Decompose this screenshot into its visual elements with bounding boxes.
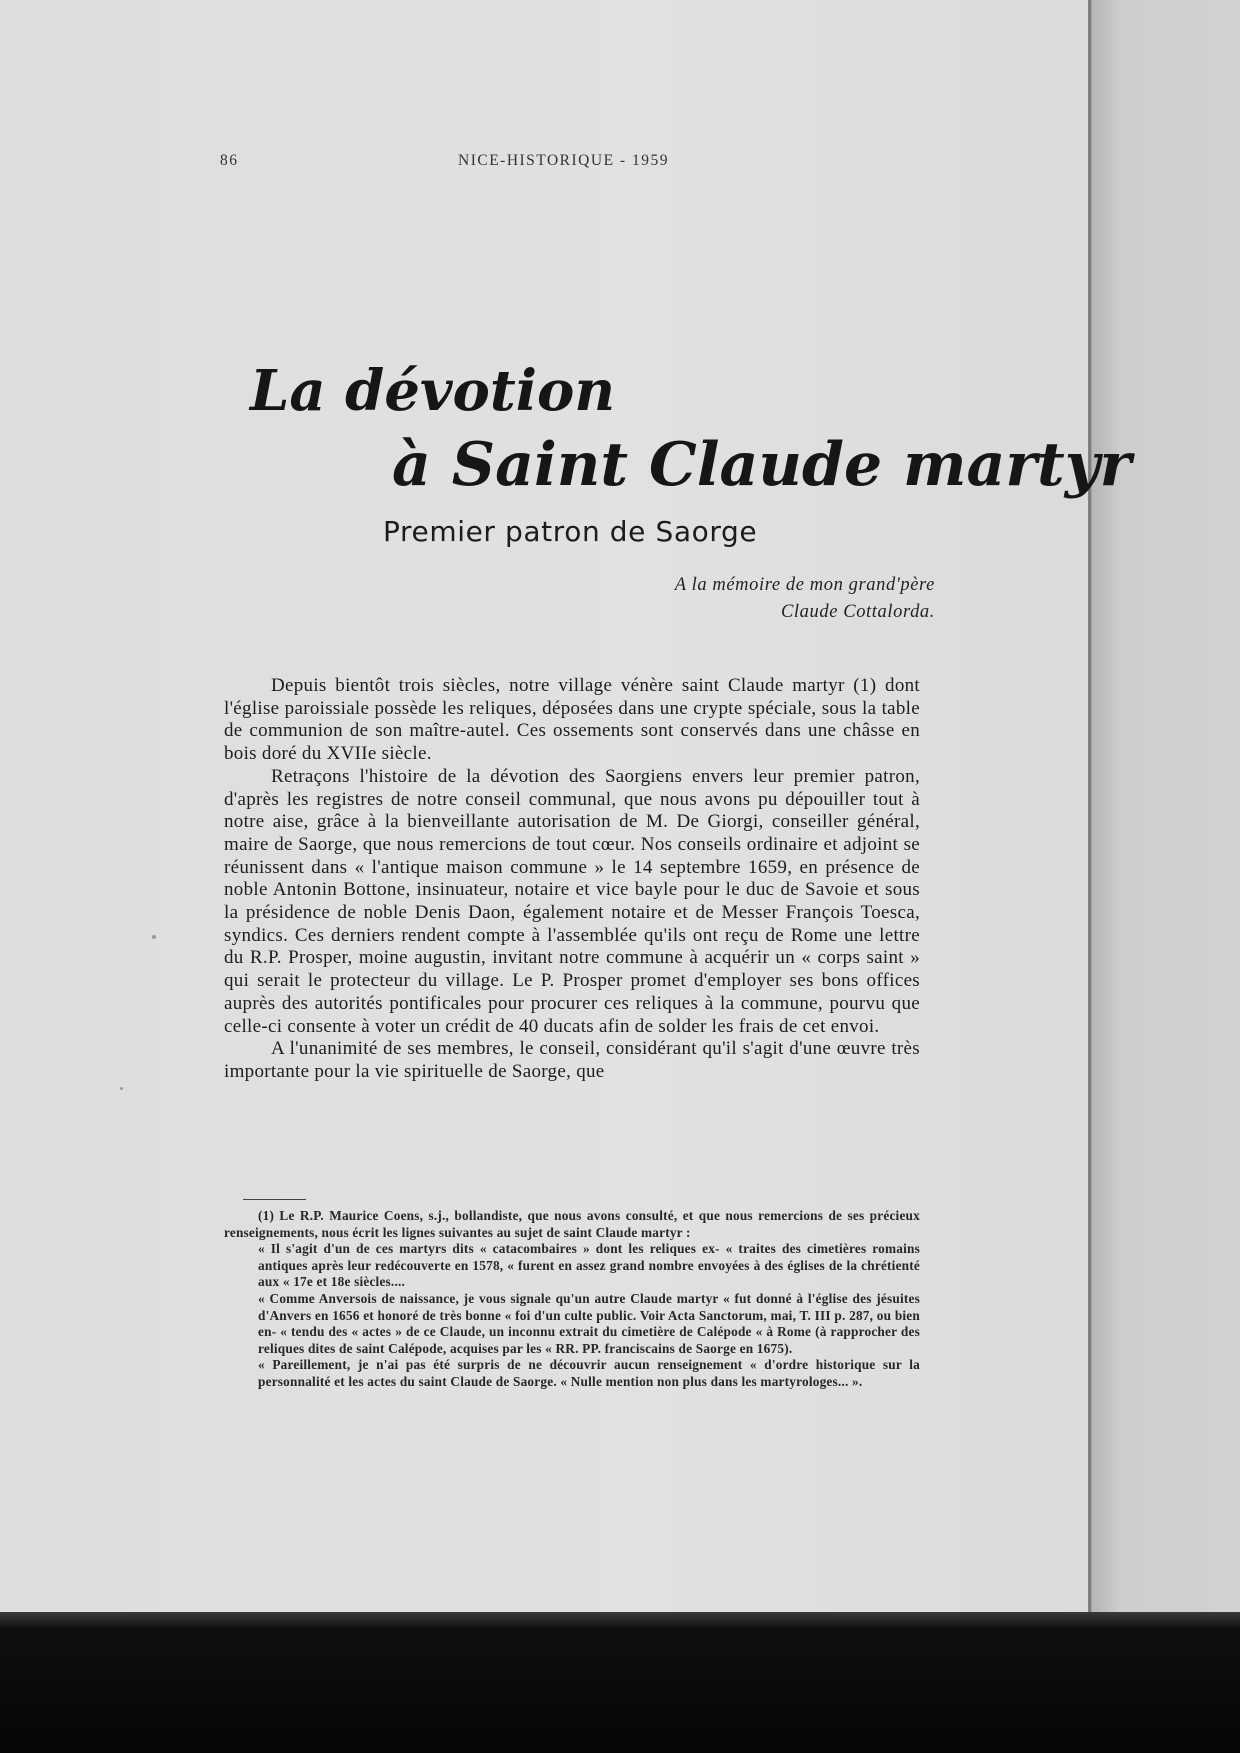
article-body: [224, 675, 920, 1084]
dedication: [675, 572, 935, 626]
page-number: 86: [220, 152, 239, 169]
footnote-quote-3: « Pareillement, je n'ai pas été surpris de ne découvrir aucun renseignement « d'ordre historique sur la personnalité et les actes du saint Claude de Saorge. « Nulle mention non plus dans les martyrologes... ».: [258, 1357, 920, 1389]
footnote-quote-1: « Il s'agit d'un de ces martyrs dits « catacombaires » dont les reliques ex- « traites des cimetières romains antiques après leur redécouverte en 1578, « furent en assez grand nombre envoyées à des églises de la chrétienté aux « 17e et 18e siècles....: [258, 1241, 920, 1290]
body-paragraph-1: Depuis bientôt trois siècles, notre village vénère saint Claude martyr (1) dont l'église paroissiale possède les reliques, déposées dans une crypte spéciale, sous la table de communion de son maître-autel. Ces ossements sont conservés dans une châsse en bois doré du XVIIe siècle.: [224, 675, 920, 765]
body-paragraph-3: A l'unanimité de ses membres, le conseil, considérant qu'il s'agit d'une œuvre très importante pour la vie spirituelle de Saorge, que: [224, 1038, 920, 1082]
body-paragraph-2: Retraçons l'histoire de la dévotion des Saorgiens envers leur premier patron, d'après les registres de notre conseil communal, que nous avons pu dépouiller tout à notre aise, grâce à la bienveillante autorisation de M. De Giorgi, conseiller général, maire de Saorge, que nous remercions de tout cœur. Nos conseils ordinaire et adjoint se réunissent dans « l'antique maison commune » le 14 septembre 1659, en présence de noble Antonin Bottone, insinuateur, notaire et vice bayle pour le duc de Savoie et sous la présidence de noble Denis Daon, également notaire et de Messer François Toesca, syndics. Ces derniers rendent compte à l'assemblée qu'ils ont reçu de Rome une lettre du R.P. Prosper, moine augustin, invitant notre commune à acquérir un « corps saint » qui serait le protecteur du village. Le P. Prosper promet d'employer ses bons offices auprès des autorités pontificales pour procurer ces reliques à la commune, pourvu que celle-ci consente à voter un crédit de 40 ducats afin de solder les frais de cet envoi.: [224, 765, 920, 1037]
dedication-line-1: A la mémoire de mon grand'père: [674, 575, 935, 595]
footnote-quote-2: « Comme Anversois de naissance, je vous signale qu'un autre Claude martyr « fut donné à l'église des jésuites d'Anvers en 1656 et honoré de très bonne « foi d'un culte public. Voir Acta Sanctorum, mai, T. III p. 287, ou bien en- « tendu des « actes » de ce Claude, un inconnu extrait du cimetière de Calépode « à Rome (à rapprocher des reliques dites de saint Calépode, acquises par les « RR. PP. franciscains de Saorge en 1675).: [258, 1290, 920, 1356]
journal-title: NICE-HISTORIQUE - 1959: [458, 152, 669, 169]
footnote-1: (1) Le R.P. Maurice Coens, s.j., bollandiste, que nous avons consulté, et que nous remercions de ses précieux renseignements, nous écrit les lignes suivantes au sujet de saint Claude martyr :: [224, 1208, 920, 1240]
scan-background: [0, 1612, 1240, 1753]
article-title-line-1: La dévotion: [250, 358, 616, 424]
adjacent-page-edge: [1092, 0, 1240, 1612]
article-subtitle: Premier patron de Saorge: [383, 515, 758, 548]
footnote-separator: [243, 1199, 306, 1200]
footnotes: [224, 1208, 920, 1391]
paper-speck: [152, 935, 156, 939]
article-title-line-2: à Saint Claude martyr: [392, 430, 1132, 500]
paper-speck: [120, 1087, 123, 1090]
dedication-line-2: Claude Cottalorda.: [780, 602, 935, 622]
